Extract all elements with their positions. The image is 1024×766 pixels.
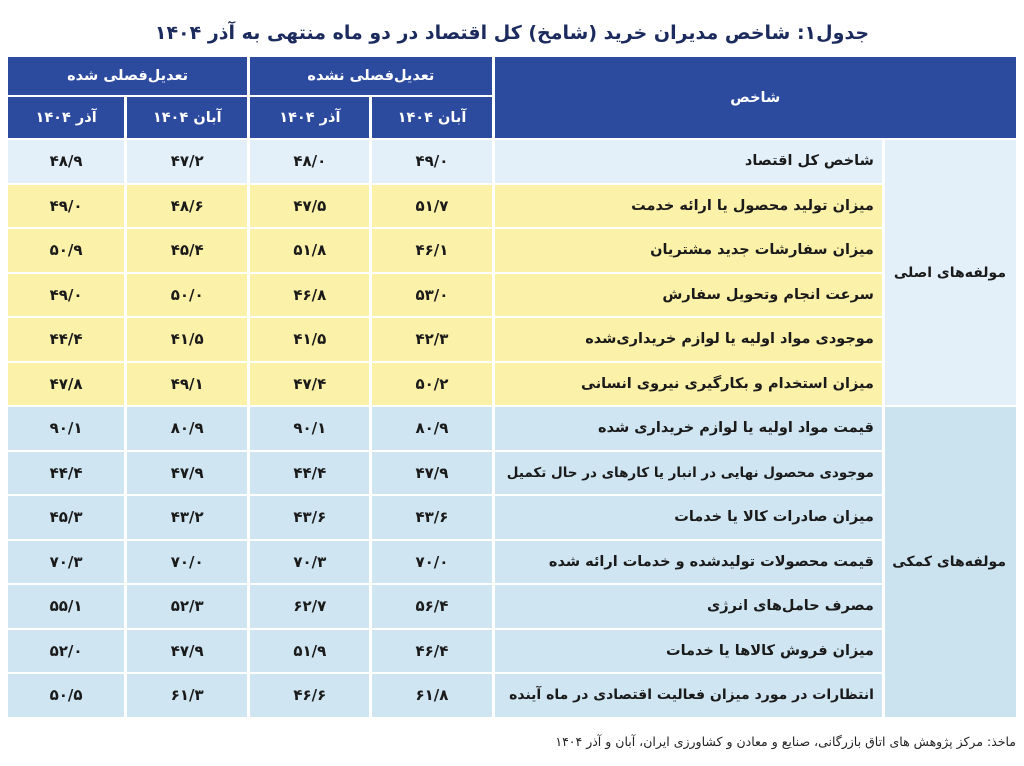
value-adjusted-azar: ۴۵/۳	[8, 496, 124, 539]
value-adjusted-aban: ۴۷/۲	[127, 140, 247, 183]
value-adjusted-aban: ۶۱/۳	[127, 674, 247, 717]
value-adjusted-azar: ۵۰/۵	[8, 674, 124, 717]
indicator-label: شاخص کل اقتصاد	[744, 153, 874, 170]
indicator-cell	[495, 452, 882, 495]
value-adjusted-aban: ۴۷/۹	[127, 630, 247, 673]
category-auxiliary-components	[885, 407, 1016, 717]
value-adjusted-azar: ۷۰/۳	[8, 541, 124, 584]
category-main-components	[885, 140, 1016, 405]
value-adjusted-aban: ۵۰/۰	[127, 274, 247, 317]
value-adjusted-azar: ۴۴/۴	[8, 318, 124, 361]
value-not-adjusted-azar: ۴۳/۶	[250, 496, 369, 539]
indicator-cell	[495, 630, 882, 673]
indicator-cell	[495, 185, 882, 228]
value-adjusted-azar: ۵۲/۰	[8, 630, 124, 673]
indicator-label: قیمت محصولات تولیدشده و خدمات ارائه شده	[548, 553, 874, 570]
value-not-adjusted-aban: ۴۷/۹	[372, 452, 491, 495]
indicator-label: میزان استخدام و بکارگیری نیروی انسانی	[581, 375, 874, 392]
value-not-adjusted-azar: ۴۶/۶	[250, 674, 369, 717]
indicator-cell	[495, 674, 882, 717]
value-not-adjusted-azar: ۶۲/۷	[250, 585, 369, 628]
value-not-adjusted-aban: ۵۰/۲	[372, 363, 491, 406]
group-header-adjusted: تعدیل‌فصلی شده	[8, 57, 247, 95]
value-not-adjusted-aban: ۸۰/۹	[372, 407, 491, 450]
indicator-cell	[495, 541, 882, 584]
value-adjusted-azar: ۴۹/۰	[8, 274, 124, 317]
indicator-cell	[495, 229, 882, 272]
source-note: ماخذ: مرکز پژوهش های اتاق بازرگانی، صنایع و معادن و کشاورزی ایران، آبان و آذر ۱۴۰۴	[555, 734, 1016, 749]
indicator-header: شاخص	[495, 57, 1017, 138]
table-row	[8, 407, 1016, 450]
category-label: مولفه‌های کمکی	[892, 553, 1006, 570]
table-row	[8, 140, 1016, 183]
value-adjusted-aban: ۸۰/۹	[127, 407, 247, 450]
value-not-adjusted-azar: ۴۴/۴	[250, 452, 369, 495]
value-not-adjusted-azar: ۵۱/۸	[250, 229, 369, 272]
table-row	[8, 452, 1016, 495]
table-title	[12, 22, 1012, 44]
value-not-adjusted-aban: ۶۱/۸	[372, 674, 491, 717]
table-row	[8, 585, 1016, 628]
indicator-label: انتظارات در مورد میزان فعالیت اقتصادی در ماه آینده	[509, 687, 874, 704]
column-header-not-adjusted-aban: آبان ۱۴۰۴	[372, 97, 491, 138]
value-not-adjusted-aban: ۵۶/۴	[372, 585, 491, 628]
value-adjusted-aban: ۴۷/۹	[127, 452, 247, 495]
value-not-adjusted-azar: ۴۷/۵	[250, 185, 369, 228]
indicator-cell	[495, 496, 882, 539]
value-adjusted-azar: ۴۴/۴	[8, 452, 124, 495]
indicator-cell	[495, 363, 882, 406]
table-row	[8, 541, 1016, 584]
value-not-adjusted-azar: ۴۶/۸	[250, 274, 369, 317]
indicator-label: موجودی محصول نهایی در انبار یا کارهای در حال تکمیل	[506, 464, 874, 481]
table-row	[8, 318, 1016, 361]
value-not-adjusted-azar: ۴۱/۵	[250, 318, 369, 361]
table-row	[8, 363, 1016, 406]
indicator-cell	[495, 318, 882, 361]
table-row	[8, 274, 1016, 317]
header-row-groups	[8, 57, 1016, 95]
indicator-label: میزان سفارشات جدید مشتریان	[650, 242, 874, 259]
value-not-adjusted-aban: ۷۰/۰	[372, 541, 491, 584]
table-row	[8, 630, 1016, 673]
table-row	[8, 229, 1016, 272]
value-not-adjusted-aban: ۴۶/۱	[372, 229, 491, 272]
indicator-cell	[495, 407, 882, 450]
value-not-adjusted-aban: ۵۱/۷	[372, 185, 491, 228]
value-adjusted-aban: ۴۳/۲	[127, 496, 247, 539]
value-adjusted-azar: ۴۹/۰	[8, 185, 124, 228]
column-header-adjusted-azar: آذر ۱۴۰۴	[8, 97, 124, 138]
value-not-adjusted-aban: ۴۲/۳	[372, 318, 491, 361]
value-adjusted-azar: ۴۸/۹	[8, 140, 124, 183]
value-not-adjusted-azar: ۵۱/۹	[250, 630, 369, 673]
value-not-adjusted-azar: ۷۰/۳	[250, 541, 369, 584]
indicator-label: میزان صادرات کالا یا خدمات	[674, 509, 874, 526]
value-adjusted-azar: ۵۰/۹	[8, 229, 124, 272]
value-not-adjusted-aban: ۴۶/۴	[372, 630, 491, 673]
indicator-label: سرعت انجام وتحویل سفارش	[662, 286, 874, 303]
value-adjusted-aban: ۴۹/۱	[127, 363, 247, 406]
value-adjusted-aban: ۴۵/۴	[127, 229, 247, 272]
indicator-label: میزان تولید محصول یا ارائه خدمت	[631, 197, 874, 214]
indicator-label: قیمت مواد اولیه یا لوازم خریداری شده	[598, 420, 874, 437]
table-row	[8, 185, 1016, 228]
indicator-label: میزان فروش کالاها یا خدمات	[666, 642, 874, 659]
indicator-label: مصرف حامل‌های انرژی	[706, 598, 874, 615]
table-row	[8, 496, 1016, 539]
indicator-cell	[495, 274, 882, 317]
column-header-not-adjusted-azar: آذر ۱۴۰۴	[250, 97, 369, 138]
value-adjusted-azar: ۵۵/۱	[8, 585, 124, 628]
value-not-adjusted-aban: ۴۳/۶	[372, 496, 491, 539]
indicator-cell	[495, 585, 882, 628]
table-row	[8, 674, 1016, 717]
value-adjusted-aban: ۴۱/۵	[127, 318, 247, 361]
table-title-text: جدول۱: شاخص مدیران خرید (شامخ) کل اقتصاد در دو ماه منتهی به آذر ۱۴۰۴	[154, 22, 870, 44]
category-label: مولفه‌های اصلی	[893, 264, 1006, 281]
value-not-adjusted-aban: ۵۳/۰	[372, 274, 491, 317]
value-adjusted-aban: ۴۸/۶	[127, 185, 247, 228]
value-not-adjusted-azar: ۴۸/۰	[250, 140, 369, 183]
group-header-not-adjusted: تعدیل‌فصلی نشده	[250, 57, 491, 95]
value-not-adjusted-azar: ۴۷/۴	[250, 363, 369, 406]
value-adjusted-aban: ۷۰/۰	[127, 541, 247, 584]
column-header-adjusted-aban: آبان ۱۴۰۴	[127, 97, 247, 138]
value-adjusted-azar: ۹۰/۱	[8, 407, 124, 450]
value-adjusted-aban: ۵۲/۳	[127, 585, 247, 628]
indicator-label: موجودی مواد اولیه یا لوازم خریداری‌شده	[585, 331, 874, 348]
value-not-adjusted-aban: ۴۹/۰	[372, 140, 491, 183]
indicator-cell	[495, 140, 882, 183]
value-adjusted-azar: ۴۷/۸	[8, 363, 124, 406]
value-not-adjusted-azar: ۹۰/۱	[250, 407, 369, 450]
pmi-table	[5, 55, 1019, 719]
